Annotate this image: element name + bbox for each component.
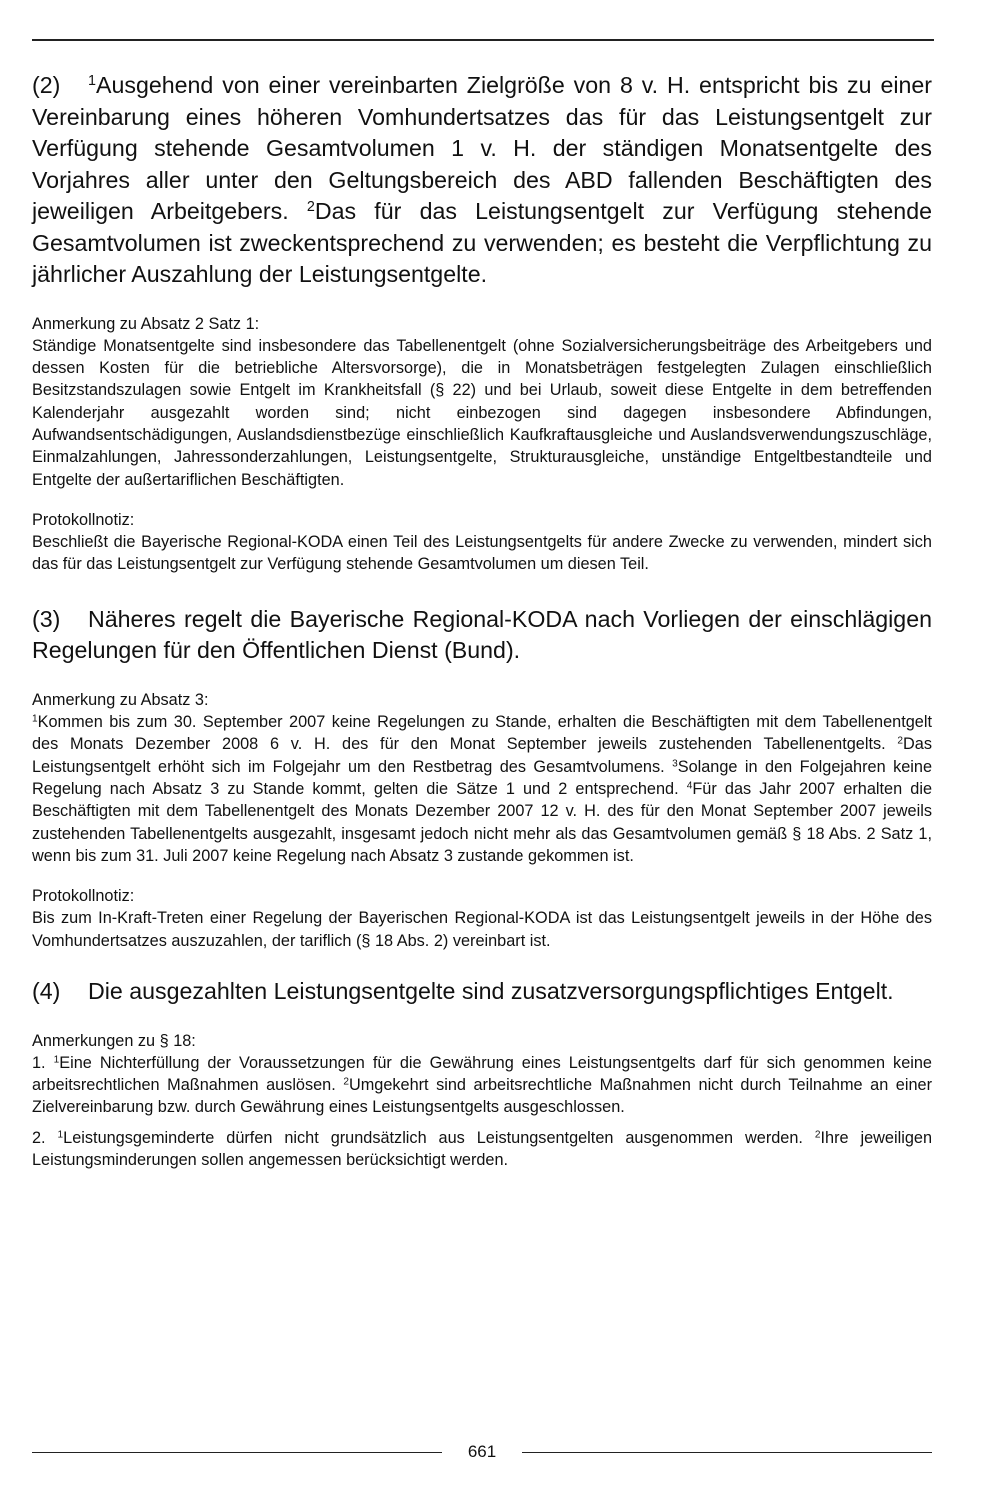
note-item-1 — [32, 1052, 932, 1119]
sentence-marker: 3 — [672, 758, 678, 770]
sentence: Ausgehend von einer vereinbarten Zielgröße von 8 v. H. entspricht bis zu einer Vereinbarung eines höheren Vomhundertsatzes das für das Leistungsentgelt zur Verfügung stehende Gesamtvolumen 1 v. H. der ständigen Monatsentgelte des Vorjahres aller unter den Geltungsbereich des ABD fallenden Beschäftigten des jeweiligen Arbeitgebers. — [32, 72, 932, 224]
note-heading: Anmerkung zu Absatz 2 Satz 1: — [32, 314, 260, 333]
sentence-marker: 1 — [57, 1129, 64, 1141]
section-text: Näheres regelt die Bayerische Regional-KODA nach Vorliegen der einschlägigen Regelungen für den Öffentlichen Dienst (Bund). — [32, 605, 932, 664]
sentence: Eine Nichterfüllung der Voraussetzungen für die Gewährung eines Leistungsentgelts darf für sich genommen keine arbeitsrechtlichen Maßnahmen auslösen. — [32, 1053, 932, 1095]
sentence-marker: 2 — [306, 199, 315, 216]
note-item-2 — [32, 1127, 932, 1172]
protocol-text: Beschließt die Bayerische Regional-KODA einen Teil des Leistungsentgelts für andere Zwecke zu verwenden, mindert sich das für das Leistungsentgelt zur Verfügung stehende Gesamtvolumen um diesen Teil. — [32, 533, 932, 574]
protocol-heading: Protokollnotiz: — [32, 887, 135, 906]
sentence-marker: 2 — [814, 1129, 821, 1141]
top-rule — [32, 39, 934, 41]
section-number: (4) — [32, 978, 61, 1005]
sentence: Das Leistungsentgelt erhöht sich im Folgejahr um den Restbetrag des Gesamtvolumens. — [32, 735, 932, 776]
sentence: Solange in den Folgejahren keine Regelung nach Absatz 3 zu Stande kommt, gelten die Sätze 1 und 2 entsprechend. — [32, 757, 932, 798]
protocol-note-section-3 — [32, 885, 932, 952]
section-3 — [32, 604, 932, 667]
sentence-marker: 2 — [343, 1076, 349, 1088]
sentence-marker: 1 — [53, 1054, 60, 1066]
note-text: Ständige Monatsentgelte sind insbesondere das Tabellenentgelt (ohne Sozialversicherungsbeiträge des Arbeitgebers und dessen Kosten für die betriebliche Altersvorsorge), die in Monatsbeträgen festgelegten Zulagen einschließlich Besitzstandszulagen sowie Entgelt im Krankheitsfall (§ 22) und bei Urlaub, soweit diese Entgelte in dem betreffenden Kalenderjahr ausgezahlt worden sind; nicht einbezogen sind dagegen insbesondere Abfindungen, Aufwandsentschädigungen, Auslandsdienstbezüge einschließlich Kaufkraftausgleiche und Auslandsverwendungszuschläge, Einmalzahlungen, Jahressonderzahlungen, Leistungsentgelte, Strukturausgleiche, unständige Entgeltbestandteile und Entgelte der außertariflichen Beschäftigten. — [32, 336, 932, 489]
page-number: 661 — [467, 1442, 497, 1461]
notes-paragraph-18 — [32, 1030, 932, 1172]
note-section-2 — [32, 313, 932, 491]
sentence: Kommen bis zum 30. September 2007 keine Regelungen zu Stande, erhalten die Beschäftigten mit dem Tabellenentgelt des Monats Dezember 2008 6 v. H. des für den Monat September jeweils zustehenden Tabellenentgelts. — [32, 713, 932, 754]
sentence: Ihre jeweiligen Leistungsminderungen sollen angemessen berücksichtigt werden. — [32, 1128, 932, 1170]
protocol-note-section-2 — [32, 509, 932, 576]
section-number: (2) — [32, 72, 61, 98]
note-item-number: 2. — [32, 1128, 46, 1147]
sentence-marker: 4 — [686, 780, 693, 792]
section-number: (3) — [32, 605, 61, 632]
note-item-number: 1. — [32, 1053, 46, 1072]
sentence-marker: 1 — [32, 713, 38, 725]
sentence: Das für das Leistungsentgelt zur Verfügung stehende Gesamtvolumen ist zweckentsprechend zu verwenden; es besteht die Verpflichtung zu jährlicher Auszahlung der Leistungsentgelte. — [32, 198, 932, 287]
sentence: Leistungsgeminderte dürfen nicht grundsätzlich aus Leistungsentgelten ausgenommen werden. — [63, 1128, 815, 1147]
page-content — [32, 70, 932, 1171]
note-section-3 — [32, 689, 932, 867]
sentence: Umgekehrt sind arbeitsrechtliche Maßnahmen nicht durch Teilnahme an einer Zielvereinbarung bzw. durch Gewährung eines Leistungsentgelts ausgeschlossen. — [32, 1076, 932, 1117]
note-heading: Anmerkung zu Absatz 3: — [32, 690, 209, 709]
note-text — [32, 711, 932, 867]
protocol-text: Bis zum In-Kraft-Treten einer Regelung der Bayerischen Regional-KODA ist das Leistungsentgelt jeweils in der Höhe des Vomhundertsatzes auszuzahlen, der tariflich (§ 18 Abs. 2) vereinbart ist. — [32, 909, 932, 950]
section-4 — [32, 976, 932, 1008]
sentence-marker: 2 — [897, 735, 904, 747]
sentence: Für das Jahr 2007 erhalten die Beschäftigten mit dem Tabellenentgelt des Monats Dezember 2007 12 v. H. des für den Monat September 2007 jeweils zustehenden Tabellenentgelts ausgezahlt, insgesamt jedoch nicht mehr als das Gesamtvolumen gemäß § 18 Abs. 2 Satz 1, wenn bis zum 31. Juli 2007 keine Regelung nach Absatz 3 zustande gekommen ist. — [32, 779, 932, 865]
footer-rule-left — [32, 1452, 442, 1453]
page-footer — [32, 1440, 932, 1464]
protocol-heading: Protokollnotiz: — [32, 510, 135, 529]
section-2 — [32, 70, 932, 291]
footer-rule-right — [522, 1452, 932, 1453]
section-text: Die ausgezahlten Leistungsentgelte sind zusatzversorgungspflichtiges Entgelt. — [88, 978, 894, 1005]
notes-heading: Anmerkungen zu § 18: — [32, 1031, 196, 1050]
sentence-marker: 1 — [88, 73, 96, 90]
